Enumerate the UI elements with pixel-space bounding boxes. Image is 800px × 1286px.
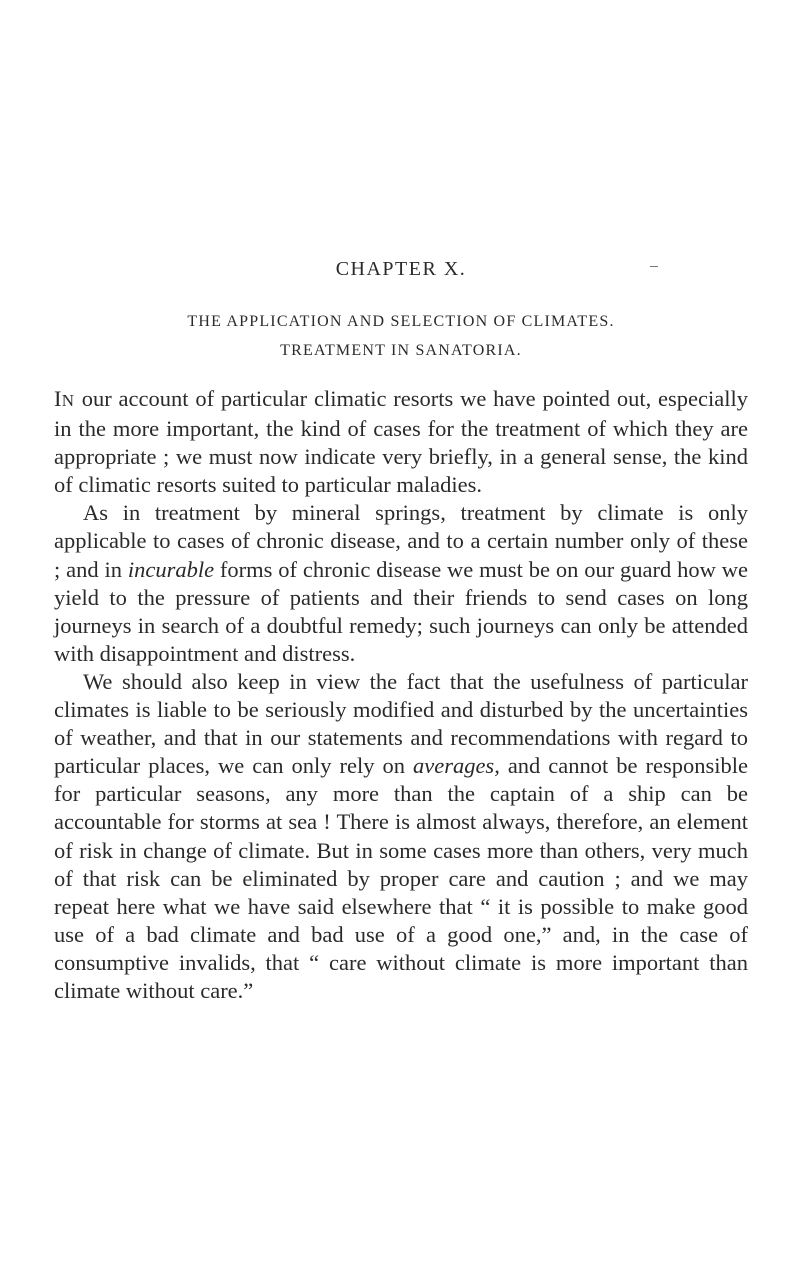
paragraph-2-italic: incurable bbox=[127, 556, 215, 582]
book-page bbox=[54, 258, 748, 1005]
paragraph-1 bbox=[54, 385, 748, 499]
paragraph-2-text-a: As in treatment by mineral springs, treatment by climate is only applicable to cases of chronic disease, and to a certain number only of these ; and in bbox=[54, 500, 748, 582]
paragraph-3-italic: averages, bbox=[412, 753, 500, 779]
chapter-body bbox=[54, 385, 748, 1005]
paragraph-2 bbox=[54, 499, 748, 668]
initial-smallcaps: N bbox=[61, 391, 75, 410]
initial-letter: I bbox=[54, 386, 62, 411]
paragraph-3 bbox=[54, 668, 748, 1005]
chapter-title-line2: TREATMENT IN SANATORIA. bbox=[280, 342, 522, 359]
paragraph-1-text: our account of particular climatic resorts we have pointed out, especially in the more important, the kind of cases for the treatment of which they are appropriate ; we must now indicate very briefly, in a general sense, the kind of climatic resorts suited to particular maladies. bbox=[54, 386, 748, 498]
paragraph-3-text-b: and cannot be responsible for particular seasons, any more than the captain of a ship can be accountable for storms at sea ! There is almost always, therefore, an element of risk in change of climate. But in some cases more than others, very much of that risk can be eliminated by proper care and caution ; and we may repeat here what we have said elsewhere that “ it is possible to make good use of a bad climate and bad use of a good one,” and, in the case of consumptive invalids, that “ care without climate is more important than climate without care.” bbox=[54, 753, 748, 1003]
paragraph-3-text-a: We should also keep in view the fact that the usefulness of particular climates is liable to be seriously modified and disturbed by the uncertainties of weather, and that in our statements and recommendations with regard to particular places, we can only rely on bbox=[54, 668, 748, 779]
chapter-title-line1: THE APPLICATION AND SELECTION OF CLIMATES. bbox=[187, 313, 615, 330]
chapter-heading: CHAPTER X. bbox=[335, 258, 467, 280]
paragraph-2-text-b: forms of chronic disease we must be on our guard how we yield to the pressure of patients and their friends to send cases on long journeys in search of a doubtful remedy; such journeys can only be attended with disappointment and distress. bbox=[54, 556, 748, 666]
